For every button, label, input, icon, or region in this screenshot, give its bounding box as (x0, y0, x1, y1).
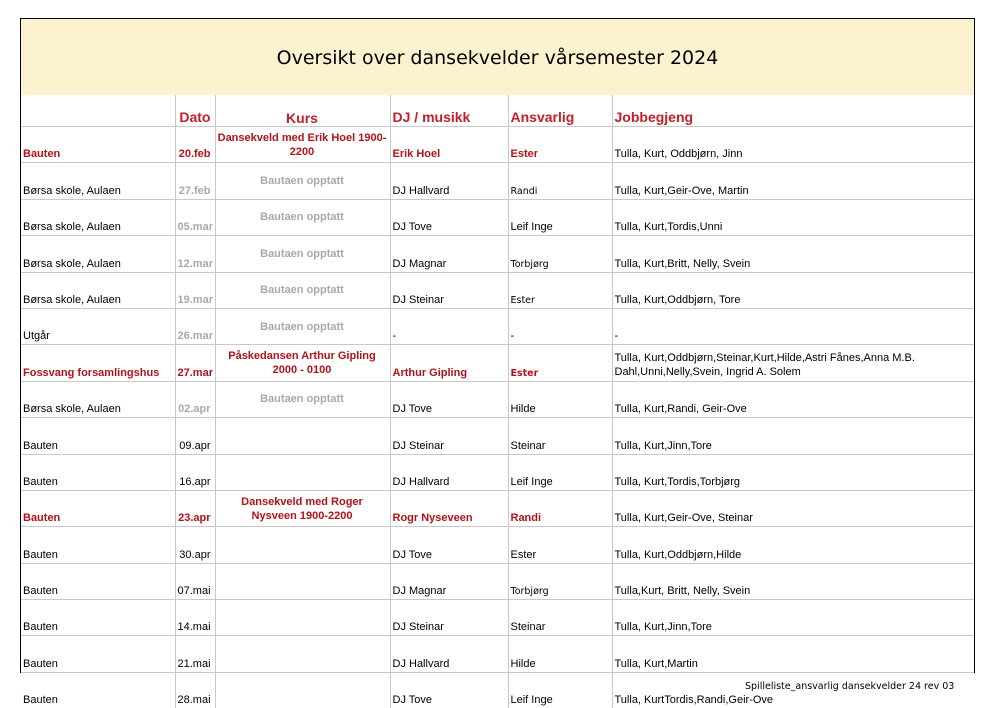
header-sted (21, 95, 175, 127)
cell-jobbegjeng: Tulla, Kurt,Oddbjørn, Tore (612, 272, 974, 308)
cell-dj: DJ Steinar (390, 272, 508, 308)
header-jobbegjeng: Jobbegjeng (612, 95, 974, 127)
cell-dato: 30.apr (175, 527, 215, 563)
cell-kurs: Påskedansen Arthur Gipling 2000 - 0100 (215, 345, 390, 381)
cell-dj: DJ Steinar (390, 600, 508, 636)
cell-dato: 02.apr (175, 381, 215, 417)
cell-dato: 26.mar (175, 308, 215, 344)
cell-ansvarlig: Ester (508, 345, 612, 381)
table-row (21, 454, 974, 490)
cell-kurs: Bautaen opptatt (215, 381, 390, 417)
cell-dato: 21.mai (175, 636, 215, 672)
cell-ansvarlig: Randi (508, 490, 612, 526)
cell-sted: Bauten (21, 454, 175, 490)
cell-kurs: Dansekveld med Erik Hoel 1900-2200 (215, 127, 390, 163)
table-row (21, 236, 974, 272)
table-row (21, 600, 974, 636)
table-row (21, 127, 974, 163)
cell-dj: DJ Steinar (390, 418, 508, 454)
cell-kurs (215, 600, 390, 636)
cell-sted: Børsa skole, Aulaen (21, 236, 175, 272)
cell-kurs (215, 636, 390, 672)
cell-dj: Arthur Gipling (390, 345, 508, 381)
cell-ansvarlig: Torbjørg (508, 236, 612, 272)
cell-kurs: Bautaen opptatt (215, 272, 390, 308)
cell-ansvarlig: Steinar (508, 418, 612, 454)
cell-kurs (215, 672, 390, 708)
table-header-row (21, 95, 974, 127)
cell-jobbegjeng: Tulla, Kurt,Tordis,Torbjørg (612, 454, 974, 490)
cell-ansvarlig: Ester (508, 527, 612, 563)
cell-ansvarlig: Leif Inge (508, 199, 612, 235)
table-row (21, 199, 974, 235)
cell-kurs: Bautaen opptatt (215, 163, 390, 199)
cell-dato: 12.mar (175, 236, 215, 272)
schedule-table (21, 95, 974, 708)
cell-sted: Børsa skole, Aulaen (21, 272, 175, 308)
cell-dj: DJ Hallvard (390, 636, 508, 672)
cell-jobbegjeng: Tulla, Kurt,Tordis,Unni (612, 199, 974, 235)
cell-dato: 05.mar (175, 199, 215, 235)
cell-sted: Bauten (21, 490, 175, 526)
header-kurs: Kurs (215, 95, 390, 127)
cell-sted: Bauten (21, 527, 175, 563)
cell-ansvarlig: Steinar (508, 600, 612, 636)
cell-dj: DJ Tove (390, 381, 508, 417)
cell-jobbegjeng: Tulla, Kurt,Jinn,Tore (612, 418, 974, 454)
cell-dj: Erik Hoel (390, 127, 508, 163)
table-row (21, 381, 974, 417)
table-row (21, 272, 974, 308)
cell-kurs: Bautaen opptatt (215, 199, 390, 235)
cell-ansvarlig: Hilde (508, 636, 612, 672)
cell-kurs: Bautaen opptatt (215, 308, 390, 344)
cell-dj: DJ Tove (390, 199, 508, 235)
cell-dj: DJ Hallvard (390, 454, 508, 490)
cell-kurs (215, 418, 390, 454)
cell-sted: Børsa skole, Aulaen (21, 381, 175, 417)
cell-dato: 07.mai (175, 563, 215, 599)
cell-jobbegjeng: Tulla, Kurt,Randi, Geir-Ove (612, 381, 974, 417)
cell-jobbegjeng: Tulla, KurtTordis,Randi,Geir-Ove (612, 672, 974, 708)
cell-dj: DJ Magnar (390, 236, 508, 272)
cell-ansvarlig: Randi (508, 163, 612, 199)
cell-jobbegjeng: Tulla, Kurt,Geir-Ove, Steinar (612, 490, 974, 526)
cell-sted: Fossvang forsamlingshus (21, 345, 175, 381)
table-row (21, 345, 974, 381)
cell-ansvarlig: - (508, 308, 612, 344)
cell-dato: 27.mar (175, 345, 215, 381)
cell-kurs (215, 527, 390, 563)
cell-sted: Bauten (21, 418, 175, 454)
cell-jobbegjeng: Tulla, Kurt,Jinn,Tore (612, 600, 974, 636)
cell-jobbegjeng: - (612, 308, 974, 344)
table-row (21, 636, 974, 672)
cell-dj: - (390, 308, 508, 344)
cell-sted: Bauten (21, 636, 175, 672)
cell-jobbegjeng: Tulla, Kurt,Oddbjørn,Hilde (612, 527, 974, 563)
page-title: Oversikt over dansekvelder vårsemester 2024 (276, 47, 719, 69)
cell-jobbegjeng: Tulla, Kurt,Martin (612, 636, 974, 672)
cell-ansvarlig: Torbjørg (508, 563, 612, 599)
header-ansvarlig: Ansvarlig (508, 95, 612, 127)
table-row (21, 563, 974, 599)
cell-sted: Bauten (21, 127, 175, 163)
cell-dj: DJ Tove (390, 527, 508, 563)
cell-sted: Bauten (21, 563, 175, 599)
header-dato: Dato (175, 95, 215, 127)
cell-dato: 23.apr (175, 490, 215, 526)
cell-jobbegjeng: Tulla, Kurt,Geir-Ove, Martin (612, 163, 974, 199)
cell-kurs: Bautaen opptatt (215, 236, 390, 272)
cell-sted: Bauten (21, 672, 175, 708)
table-row (21, 163, 974, 199)
cell-sted: Børsa skole, Aulaen (21, 163, 175, 199)
cell-jobbegjeng: Tulla, Kurt,Britt, Nelly, Svein (612, 236, 974, 272)
cell-kurs (215, 563, 390, 599)
cell-dato: 14.mai (175, 600, 215, 636)
cell-ansvarlig: Leif Inge (508, 672, 612, 708)
cell-ansvarlig: Ester (508, 127, 612, 163)
cell-dato: 28.mai (175, 672, 215, 708)
cell-jobbegjeng: Tulla,Kurt, Britt, Nelly, Svein (612, 563, 974, 599)
cell-dato: 20.feb (175, 127, 215, 163)
cell-sted: Bauten (21, 600, 175, 636)
table-row (21, 418, 974, 454)
cell-jobbegjeng: Tulla, Kurt, Oddbjørn, Jinn (612, 127, 974, 163)
footer-note: Spilleliste_ansvarlig dansekvelder 24 rev 03 (745, 681, 955, 692)
cell-dato: 16.apr (175, 454, 215, 490)
cell-dj: Rogr Nyseveen (390, 490, 508, 526)
cell-dj: DJ Magnar (390, 563, 508, 599)
cell-dj: DJ Tove (390, 672, 508, 708)
cell-ansvarlig: Leif Inge (508, 454, 612, 490)
cell-ansvarlig: Ester (508, 272, 612, 308)
cell-dato: 27.feb (175, 163, 215, 199)
cell-kurs (215, 454, 390, 490)
title-band (21, 19, 974, 95)
cell-ansvarlig: Hilde (508, 381, 612, 417)
cell-dj: DJ Hallvard (390, 163, 508, 199)
cell-sted: Børsa skole, Aulaen (21, 199, 175, 235)
table-row (21, 308, 974, 344)
cell-jobbegjeng: Tulla, Kurt,Oddbjørn,Steinar,Kurt,Hilde,Astri Fånes,Anna M.B. Dahl,Unni,Nelly,Svein, Ingrid A. Solem (612, 345, 974, 381)
table-row (21, 527, 974, 563)
table-row (21, 490, 974, 526)
cell-kurs: Dansekveld med Roger Nysveen 1900-2200 (215, 490, 390, 526)
cell-dato: 19.mar (175, 272, 215, 308)
cell-dato: 09.apr (175, 418, 215, 454)
cell-sted: Utgår (21, 308, 175, 344)
header-dj: DJ / musikk (390, 95, 508, 127)
